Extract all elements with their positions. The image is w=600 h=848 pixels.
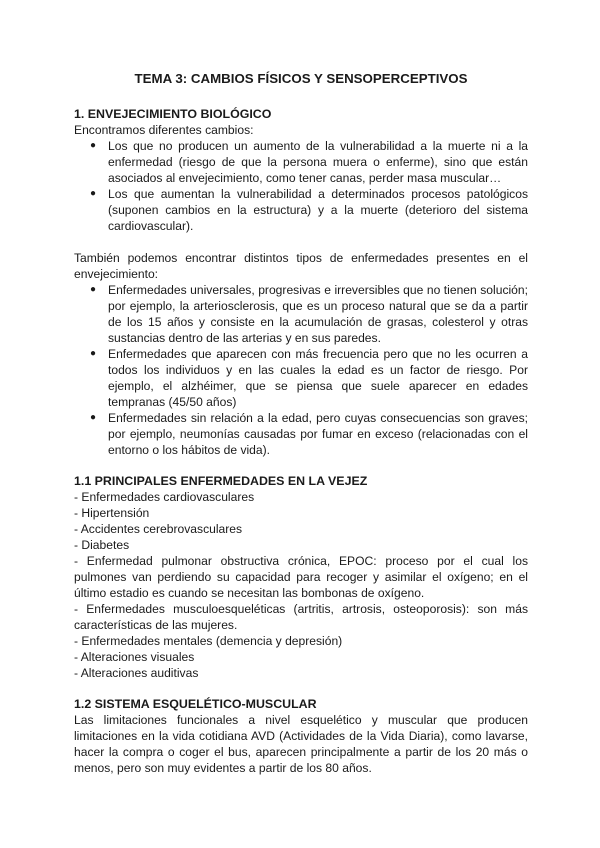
bullet-icon: ● xyxy=(90,348,97,359)
section-1-2-heading: 1.2 SISTEMA ESQUELÉTICO-MUSCULAR xyxy=(74,697,317,711)
bullet-icon: ● xyxy=(90,284,97,295)
list-item: - Enfermedades cardiovasculares xyxy=(74,490,255,504)
list-item: ● Enfermedades sin relación a la edad, pero cuyas consecuencias son graves; por ejemplo, neumonías causadas por fumar en exceso (relacionadas con el entorno o los hábitos de vida). xyxy=(90,411,528,457)
list-item: - Hipertensión xyxy=(74,506,150,520)
list-item: - Diabetes xyxy=(74,538,130,552)
bullet-icon: ● xyxy=(90,188,97,199)
list-item: ● Enfermedades que aparecen con más frecuencia pero que no les ocurren a todos los individuos y en las cuales la edad es un factor de riesgo. Por ejemplo, el alzhéimer, que se piensa que suele aparecer en edades tempranas (45/50 años) xyxy=(90,347,528,409)
section-1-1-list xyxy=(74,489,528,681)
document-title: TEMA 3: CAMBIOS FÍSICOS Y SENSOPERCEPTIVOS xyxy=(134,71,468,86)
bullet-icon: ● xyxy=(90,140,97,151)
section-1-1-heading: 1.1 PRINCIPALES ENFERMEDADES EN LA VEJEZ xyxy=(74,474,368,488)
list-item: ● Los que no producen un aumento de la vulnerabilidad a la muerte ni a la enfermedad (riesgo de que la persona muera o enferme), sino que están asociados al envejecimiento, como tener canas, perder masa muscular… xyxy=(90,139,528,185)
list-item: ● Los que aumentan la vulnerabilidad a determinados procesos patológicos (suponen cambios en la estructura) y a la muerte (deterioro del sistema cardiovascular). xyxy=(90,187,528,233)
list-item: - Alteraciones auditivas xyxy=(74,666,199,680)
section-1-heading: 1. ENVEJECIMIENTO BIOLÓGICO xyxy=(74,107,272,121)
section-1-disease-list xyxy=(74,282,528,458)
list-item: - Enfermedades musculoesqueléticas (artritis, artrosis, osteoporosis): son más características de las mujeres. xyxy=(74,602,528,632)
section-1-2-paragraph: Las limitaciones funcionales a nivel esquelético y muscular que producen limitaciones en la vida cotidiana AVD (Actividades de la Vida Diaria), como lavarse, hacer la compra o coger el bus, aparecen principalmente a partir de los 20 más o menos, pero son muy evidentes a partir de los 80 años. xyxy=(74,713,528,775)
list-item: - Enfermedades mentales (demencia y depresión) xyxy=(74,634,343,648)
list-item: ● Enfermedades universales, progresivas e irreversibles que no tienen solución; por ejemplo, la arteriosclerosis, que es un proceso natural que se da a partir de los 15 años y consiste en la acumulación de grasas, colesterol y otras sustancias dentro de las arterias y en sus paredes. xyxy=(90,283,528,345)
bullet-icon: ● xyxy=(90,412,97,423)
section-1-paragraph-2: También podemos encontrar distintos tipos de enfermedades presentes en el envejecimiento: xyxy=(74,251,528,281)
list-item: - Alteraciones visuales xyxy=(74,650,195,664)
section-1-bullet-list xyxy=(74,138,528,234)
list-item: - Enfermedad pulmonar obstructiva crónica, EPOC: proceso por el cual los pulmones van perdiendo su capacidad para recoger y asimilar el oxígeno; en el último estadio es cuando se necesitan las bombonas de oxígeno. xyxy=(74,554,528,600)
section-1-intro: Encontramos diferentes cambios: xyxy=(74,123,254,137)
list-item: - Accidentes cerebrovasculares xyxy=(74,522,243,536)
document-page xyxy=(74,70,528,776)
